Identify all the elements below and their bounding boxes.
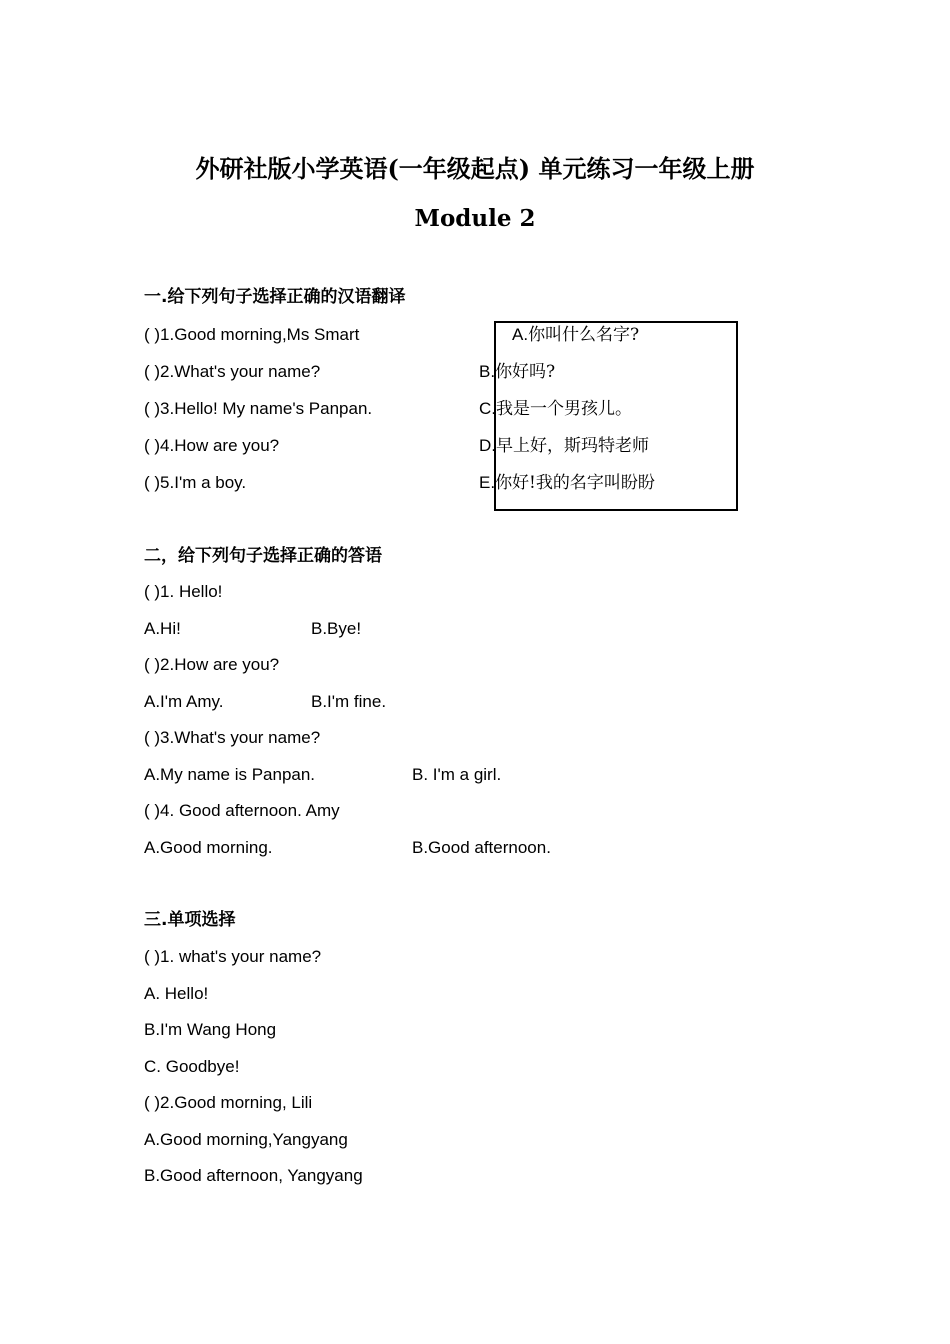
option-text: 早上好，斯玛特老师	[496, 436, 649, 456]
s2-answer-a-2: A.I'm Amy.	[144, 692, 224, 711]
s3-line-4: C. Goodbye!	[144, 1057, 240, 1076]
option-letter: A.	[512, 325, 529, 344]
section2-heading: 二，给下列句子选择正确的答语	[144, 546, 382, 566]
option-letter: C.	[479, 399, 496, 418]
s1-question-5: ( )5.I'm a boy.	[144, 473, 247, 492]
s2-question-3: ( )3.What's your name?	[144, 728, 321, 747]
s3-line-6: A.Good morning,Yangyang	[144, 1130, 348, 1149]
s3-line-1: ( )1. what's your name?	[144, 947, 322, 966]
option-text: 我是一个男孩儿。	[496, 399, 632, 419]
s2-answer-b-4: B.Good afternoon.	[412, 838, 551, 857]
option-letter: D.	[479, 436, 496, 455]
s2-question-1: ( )1. Hello!	[144, 582, 223, 601]
option-text: 你好吗?	[495, 362, 556, 382]
page-subtitle: Module 2	[414, 205, 536, 232]
section3-heading: 三.单项选择	[144, 910, 236, 930]
s1-option-d	[479, 435, 649, 457]
s1-option-c	[479, 398, 632, 420]
page-title: 外研社版小学英语(一年级起点) 单元练习一年级上册	[195, 154, 755, 183]
s2-question-2: ( )2.How are you?	[144, 655, 280, 674]
s3-line-2: A. Hello!	[144, 984, 209, 1003]
option-text: 你叫什么名字?	[528, 325, 640, 345]
s1-option-b	[479, 361, 555, 383]
option-letter: E.	[479, 473, 496, 492]
s2-answer-a-4: A.Good morning.	[144, 838, 273, 857]
section1-heading: 一.给下列句子选择正确的汉语翻译	[144, 287, 406, 307]
s2-answer-b-3: B. I'm a girl.	[412, 765, 502, 784]
s3-line-5: ( )2.Good morning, Lili	[144, 1093, 313, 1112]
s3-line-7: B.Good afternoon, Yangyang	[144, 1166, 363, 1185]
s2-answer-a-1: A.Hi!	[144, 619, 181, 638]
s1-option-e	[479, 472, 655, 494]
s2-answer-b-1: B.Bye!	[311, 619, 362, 638]
s1-question-3: ( )3.Hello! My name's Panpan.	[144, 399, 373, 418]
option-text: 你好!我的名字叫盼盼	[495, 473, 655, 493]
s2-answer-a-3: A.My name is Panpan.	[144, 765, 316, 784]
option-letter: B.	[479, 362, 496, 381]
s1-question-1: ( )1.Good morning,Ms Smart	[144, 325, 360, 344]
s1-option-a	[512, 324, 639, 346]
s2-answer-b-2: B.I'm fine.	[311, 692, 387, 711]
s1-question-4: ( )4.How are you?	[144, 436, 280, 455]
s2-question-4: ( )4. Good afternoon. Amy	[144, 801, 340, 820]
s3-line-3: B.I'm Wang Hong	[144, 1020, 277, 1039]
s1-question-2: ( )2.What's your name?	[144, 362, 321, 381]
